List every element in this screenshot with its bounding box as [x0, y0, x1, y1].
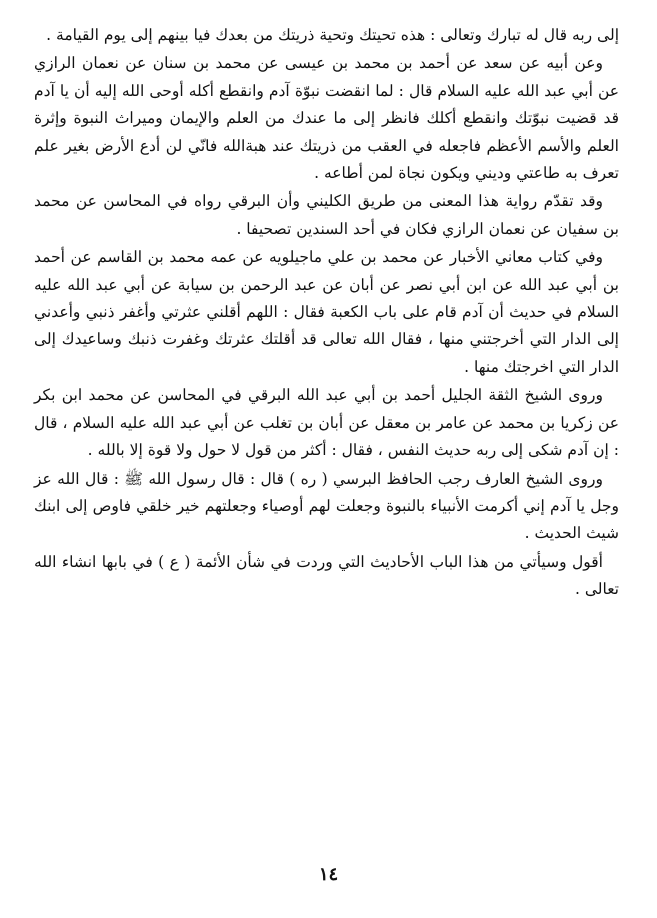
page-number: ١٤ [318, 864, 339, 885]
paragraph-2: وعن أبيه عن سعد عن أحمد بن محمد بن عيسى عن محمد بن سنان عن نعمان الرازي عن أبي عبد الله عليه السلام قال : لما انقضت نبوّة آدم وانقطع أكله أوحى الله إليه أن يا آدم قد قضيت نبوّتك وانقطع أكلك فانظر إلى ما عندك من العلم والإيمان وميراث النبوة وإثرة العلم والأسم الأعظم فاجعله في العقب من ذريتك عند هبةالله فانّي لن أدع الأرض بغير علم تعرف به طاعتي وديني ويكون نجاة لمن أطاعه . [34, 54, 619, 183]
paragraph-5: وروى الشيخ الثقة الجليل أحمد بن أبي عبد الله البرقي في المحاسن عن محمد ابن بكر عن زكريا بن محمد عن عامر بن معقل عن أبان بن تغلب عن أبي عبد الله عليه السلام ، قال : إن آدم شكى إلى ربه حديث النفس ، فقال : أكثر من قول لا حول ولا قوة إلا بالله . [34, 386, 619, 460]
paragraph-1: إلى ربه قال له تبارك وتعالى : هذه تحيتك وتحية ذريتك من بعدك فيا بينهم إلى يوم القيامة . [46, 26, 619, 44]
paragraph-4: وفي كتاب معاني الأخبار عن محمد بن علي ماجيلويه عن عمه محمد بن القاسم عن أحمد بن أبي عبد الله عن ابن أبي نصر عن أبان عن عبد الرحمن بن سيابة عن أبي عبد الله عليه السلام في حديث أن آدم قام على باب الكعبة فقال : اللهم أقلني عثرتي وأغفر ذنبي وأعدني إلى الدار التي أخرجتني منها ، فقال الله تعالى قد أقلتك عثرتك وغفرت ذنبك وساعيدك إلى الدار التي اخرجتك منها . [34, 248, 619, 376]
paragraph-7: أقول وسيأتي من هذا الباب الأحاديث التي وردت في شأن الأئمة ( ع ) في بابها انشاء الله تعالى . [34, 552, 619, 599]
paragraph-6: وروى الشيخ العارف رجب الحافظ البرسي ( ره ) قال : قال رسول الله ﷺ : قال الله عز وجل يا آدم إني أكرمت الأنبياء بالنبوة وجعلت لهم أوصياء وجعلتهم خير خلقي فاوص إلى ابنك شيث الحديث . [34, 469, 619, 543]
page-body [34, 22, 619, 604]
paragraph-3: وقد تقدّم رواية هذا المعنى من طريق الكليني وأن البرقي رواه في المحاسن عن محمد بن سفيان عن نعمان الرازي فكان في أحد السندين تصحيفا . [34, 192, 619, 238]
